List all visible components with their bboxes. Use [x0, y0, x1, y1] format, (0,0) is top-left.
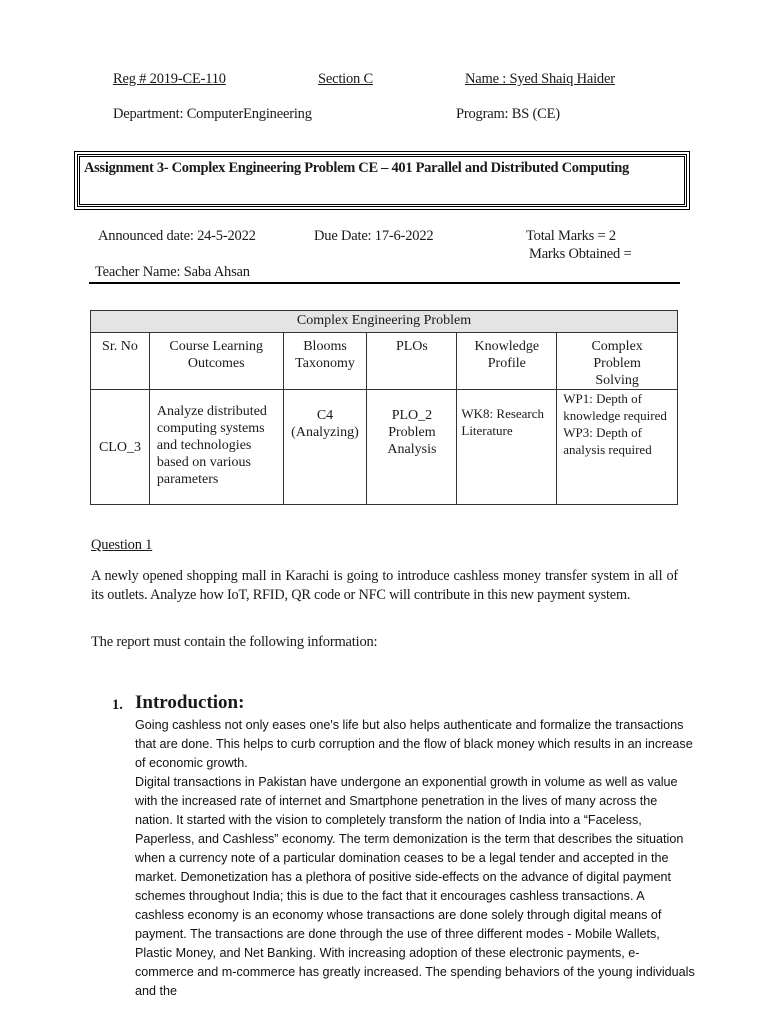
- assignment-title-box: [77, 154, 687, 207]
- intro-paragraph-2: Digital transactions in Pakistan have undergone an exponential growth in volume as well as value with the increased rate of internet and Smartphone penetration in the lives of many across the nation. It started with the vision to completely transform the nation of India into a “Faceless, Paperless, and Cashless” economy. The term demonization is the term that describes the situation when a currency note of a particular domination ceases to be a legal tender and accepted in the market. Demonetization has a plethora of positive side-effects on the advance of digital payment schemes throughout India; this is due to the fact that it encourages cashless transactions. A cashless economy is an economy whose transactions are done solely through digital means of payment. The transactions are done through the use of three different modes - Mobile Wallets, Plastic Money, and Net Banking. With increasing adoption of these electronic payments, e-commerce and m-commerce has greatly increased. The spending behaviors of the young individuals and the: [135, 775, 695, 998]
- section-heading: Introduction:: [135, 692, 245, 713]
- cell-cps: [557, 390, 678, 505]
- cep-table: [90, 310, 678, 505]
- section-number: 1.: [112, 697, 123, 713]
- cps-item-2: WP3: Depth of analysis required: [563, 425, 652, 457]
- table-caption: Complex Engineering Problem: [91, 311, 678, 333]
- cell-clo: Analyze distributed computing systems and technologies based on various parameters: [149, 390, 283, 505]
- header-clo: Course Learning Outcomes: [149, 333, 283, 390]
- department: Department: ComputerEngineering: [113, 106, 312, 122]
- header-sr-no: Sr. No: [91, 333, 150, 390]
- header-knowledge: Knowledge Profile: [457, 333, 557, 390]
- student-name: Name : Syed Shaiq Haider: [465, 71, 615, 87]
- report-note: The report must contain the following information:: [91, 634, 378, 650]
- intro-body: [135, 716, 695, 1001]
- section-label: Section C: [318, 71, 373, 87]
- due-date: Due Date: 17-6-2022: [314, 228, 434, 244]
- announced-date: Announced date: 24-5-2022: [98, 228, 256, 244]
- question-label: Question 1: [91, 537, 153, 553]
- divider: [89, 282, 680, 284]
- cell-plo: PLO_2 Problem Analysis: [367, 390, 457, 505]
- cell-sr: CLO_3: [91, 390, 150, 505]
- reg-number: Reg # 2019-CE-110: [113, 71, 226, 87]
- question-text: A newly opened shopping mall in Karachi is going to introduce cashless money transfer system in all of its outlets. Analyze how IoT, RFID, QR code or NFC will contribute in this new payment system.: [91, 568, 678, 603]
- cell-blooms: C4 (Analyzing): [283, 390, 367, 505]
- program: Program: BS (CE): [456, 106, 560, 122]
- intro-paragraph-1: Going cashless not only eases one's life but also helps authenticate and formalize the transactions that are done. This helps to curb corruption and the flow of black money which results in an increase of economic growth.: [135, 718, 693, 770]
- marks-obtained: Marks Obtained =: [529, 246, 632, 262]
- assignment-title: Assignment 3- Complex Engineering Problem CE – 401 Parallel and Distributed Computing: [84, 160, 629, 176]
- header-blooms: Blooms Taxonomy: [283, 333, 367, 390]
- teacher-name: Teacher Name: Saba Ahsan: [95, 264, 250, 280]
- cps-item-1: WP1: Depth of knowledge required: [563, 391, 667, 423]
- header-plos: PLOs: [367, 333, 457, 390]
- cell-knowledge: WK8: Research Literature: [457, 390, 557, 505]
- total-marks: Total Marks = 2: [526, 228, 616, 244]
- header-cps: Complex Problem Solving: [557, 333, 678, 390]
